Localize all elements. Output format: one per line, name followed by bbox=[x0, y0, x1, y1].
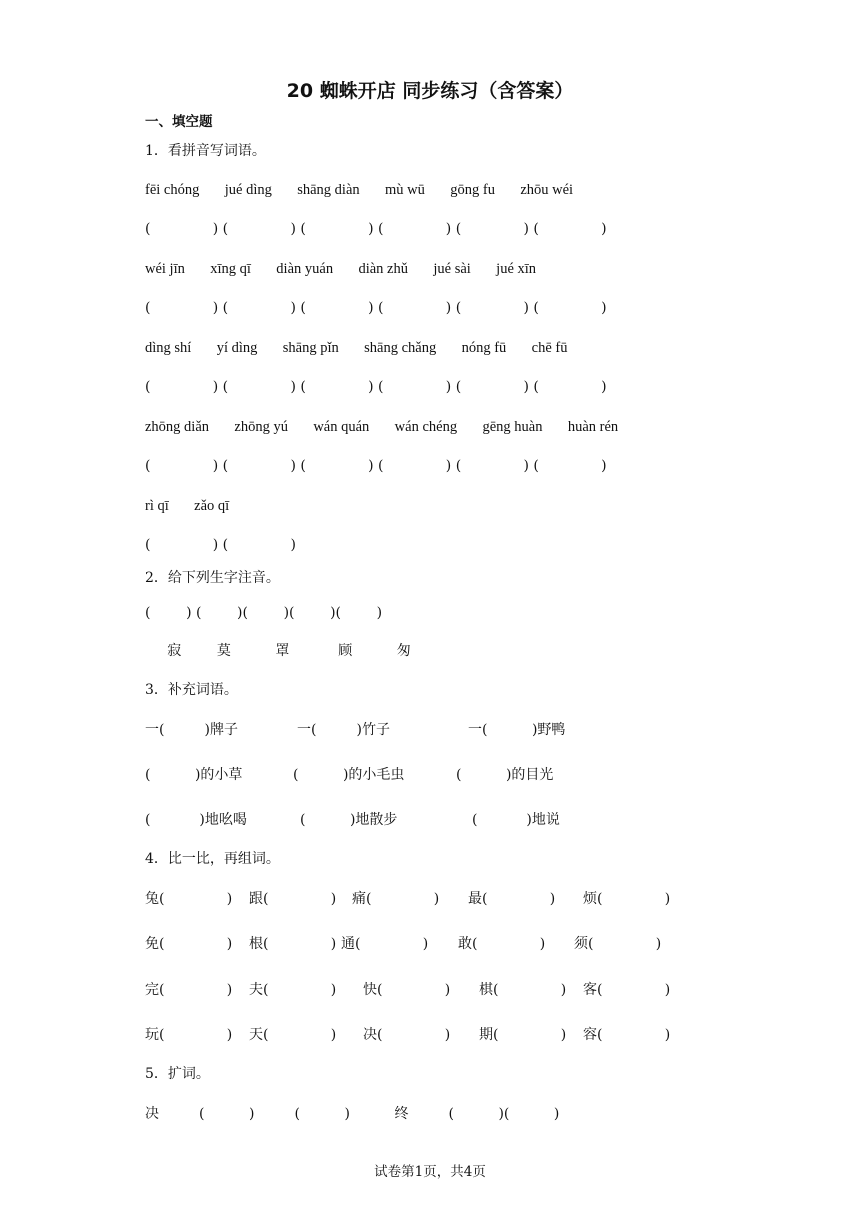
question-1-prompt: 1．看拼音写词语。 bbox=[145, 143, 266, 159]
question-4-prompt: 4．比一比，再组词。 bbox=[145, 851, 280, 867]
compare-item[interactable]: 完( ) bbox=[145, 982, 233, 998]
answer-blank-row-4[interactable]: ( ) ( ) ( ) ( ) ( ) ( ) bbox=[145, 458, 607, 474]
question-2-prompt: 2．给下列生字注音。 bbox=[145, 570, 280, 586]
compare-item[interactable]: 兔( ) bbox=[145, 891, 233, 907]
pinyin-row-1: fēi chóng jué dìng shāng diàn mù wū gōng fu zhōu wéi bbox=[145, 182, 574, 198]
compare-item[interactable]: 免( ) bbox=[145, 936, 233, 952]
compare-item[interactable]: 玩( ) bbox=[145, 1027, 233, 1043]
pinyin-row-2: wéi jīn xīng qī diàn yuán diàn zhǔ jué sài jué xīn bbox=[145, 261, 537, 277]
fill-item[interactable]: ( )地散步 bbox=[300, 812, 398, 828]
expand-words-line[interactable]: 决 ( ) ( ) 终 ( )( ) bbox=[145, 1106, 560, 1122]
compare-item[interactable]: 容( ) bbox=[583, 1027, 671, 1043]
answer-blank-row-2[interactable]: ( ) ( ) ( ) ( ) ( ) ( ) bbox=[145, 300, 607, 316]
compare-item[interactable]: 夫( ) bbox=[249, 982, 337, 998]
question-5-prompt: 5．扩词。 bbox=[145, 1066, 210, 1082]
fill-item[interactable]: ( )的目光 bbox=[456, 767, 554, 783]
answer-blank-row-3[interactable]: ( ) ( ) ( ) ( ) ( ) ( ) bbox=[145, 379, 607, 395]
characters-row: 寂 莫 罩 顾 匆 bbox=[145, 643, 411, 659]
fill-item[interactable]: 一( )竹子 bbox=[297, 722, 390, 738]
compare-item[interactable]: 快( ) bbox=[363, 982, 451, 998]
compare-item[interactable]: 最( ) bbox=[468, 891, 556, 907]
pinyin-row-3: dìng shí yí dìng shāng pǐn shāng chǎng nóng fū chē fū bbox=[145, 340, 568, 356]
fill-item[interactable]: 一( )牌子 bbox=[145, 722, 238, 738]
compare-item[interactable]: 客( ) bbox=[583, 982, 671, 998]
compare-item[interactable]: 决( ) bbox=[363, 1027, 451, 1043]
page-title: 20 蜘蛛开店 同步练习（含答案） bbox=[286, 80, 574, 102]
compare-item[interactable]: 烦( ) bbox=[583, 891, 671, 907]
section-heading: 一、填空题 bbox=[145, 114, 213, 130]
compare-item[interactable]: 期( ) bbox=[479, 1027, 567, 1043]
pinyin-row-5: rì qī zǎo qī bbox=[145, 498, 230, 514]
page-footer: 试卷第1页，共4页 bbox=[374, 1164, 486, 1180]
compare-item[interactable]: 须( ) bbox=[574, 936, 662, 952]
compare-item[interactable]: 天( ) bbox=[249, 1027, 337, 1043]
answer-blank-row-5[interactable]: ( ) ( ) bbox=[145, 537, 296, 553]
fill-item[interactable]: ( )的小草 bbox=[145, 767, 243, 783]
compare-item[interactable]: 痛( ) bbox=[352, 891, 440, 907]
fill-item[interactable]: ( )的小毛虫 bbox=[293, 767, 405, 783]
fill-item[interactable]: 一( )野鸭 bbox=[468, 722, 566, 738]
pinyin-blanks[interactable]: ( ) ( )( )( )( ) bbox=[145, 605, 383, 621]
compare-item[interactable]: 根( ) bbox=[249, 936, 337, 952]
compare-item[interactable]: 棋( ) bbox=[479, 982, 567, 998]
fill-item[interactable]: ( )地吆喝 bbox=[145, 812, 247, 828]
answer-blank-row-1[interactable]: ( ) ( ) ( ) ( ) ( ) ( ) bbox=[145, 221, 607, 237]
question-3-prompt: 3．补充词语。 bbox=[145, 682, 238, 698]
compare-item[interactable]: 通( ) bbox=[341, 936, 429, 952]
compare-item[interactable]: 敢( ) bbox=[458, 936, 546, 952]
fill-item[interactable]: ( )地说 bbox=[472, 812, 560, 828]
pinyin-row-4: zhōng diǎn zhōng yú wán quán wán chéng gēng huàn huàn rén bbox=[145, 419, 619, 435]
compare-item[interactable]: 跟( ) bbox=[249, 891, 337, 907]
